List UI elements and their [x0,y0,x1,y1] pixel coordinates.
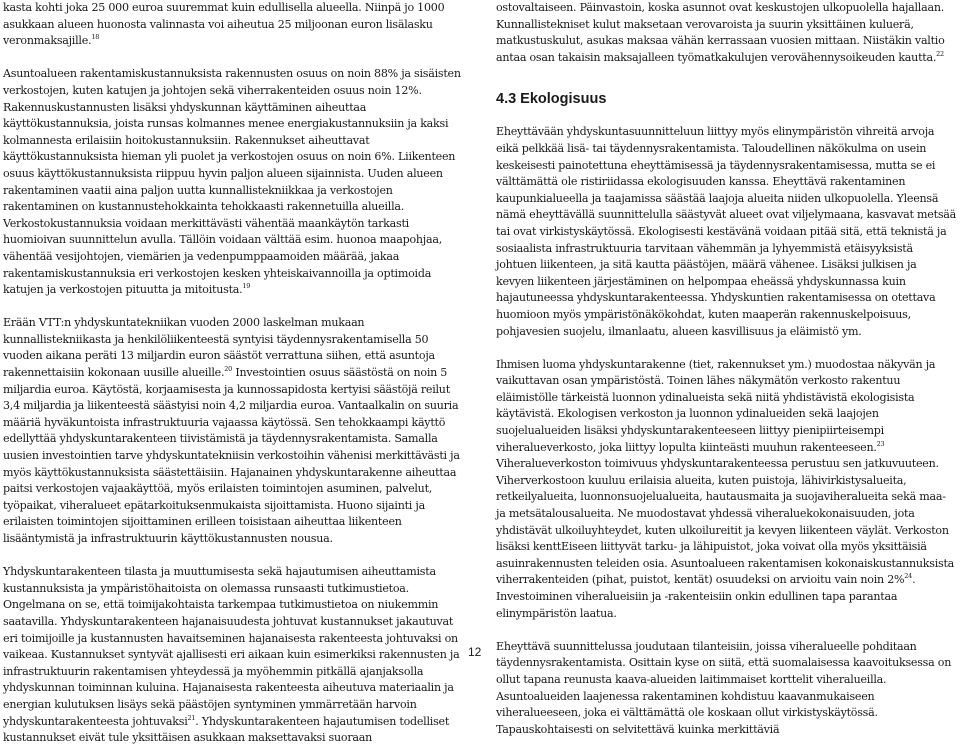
paragraph: Eheyttävään yhdyskuntasuunnitteluun liittyy myös elinympäristön vihreitä arvoja eikä pelkkää lisä- tai täydennysrakentamista. Taloudellinen näkökulma on usein keskeisesti painotettuna eheyttämisessä ja täydennysrakentamisessa, mutta se ei välttämättä ole ristiriidassa ekologisuuden kanssa. Eheyttävä rakentaminen kaupunkialueella ja taajamissa säästää laajoja alueita niiden ulkopuolella. Yleensä nämä eheyttävällä suunnittelulla säästyvät alueet ovat viljelymaana, kasvavat metsää tai ovat virkistyskäytössä. Ekologisesti kestävänä voidaan pitää sitä, että teknistä ja sosiaalista infrastruktuuria tarvitaan vähemmän ja lyhyemmistä etäisyyksistä johtuen liikenteen, ja sitä kautta päästöjen, määrä vähenee. Lisäksi julkisen ja kevyen liikenteen järjestäminen on helpompaa eheässä yhdyskunnassa kuin hajautuneessa yhdyskuntarakenteessa. Yhdyskuntien rakentamisessa on otettava huomioon myös ympäristönäkökohdat, kuten maaperän rakennuskelpoisuus, pohjavesien suojelu, ilmanlaatu, alueen kasvillisuus ja eläimistö ym. [496,125,956,338]
paragraph: Yhdyskuntarakenteen tilasta ja muuttumisesta sekä hajautumisen aiheuttamista kustannuksista ja ympäristöhaitoista on olemassa runsaasti tutkimustietoa. Ongelmana on se, että toimijakohtaista tarkempaa tutkimustietoa on niukemmin saatavilla. Yhdyskuntarakenteen hajanaisuudesta johtuvat kustannukset jakautuvat eri toimijoille ja kustannusten havaitseminen hajanaisesta rakenteesta johtuvaksi on vaikeaa. Kustannukset syntyvät ajallisesti eri aikaan kuin esimerkiksi rakennusten ja infrastruktuurin rakentamisen yhteydessä ja myöhemmin pitkällä ajanjaksolla yhdyskunnan toiminnan kuluina. Hajanaisesta rakenteesta aiheutuva materiaalin ja energian kulutuksen lisäys sekä päästöjen syntyminen ymmärretään harvoin yhdyskuntarakenteesta johtuvaksi$^{21}$. Yhdyskuntarakenteen hajautumisen todelliset kustannukset eivät tule yksittäisen asukkaan maksettavaksi suoraan [3,565,460,745]
left-column [3,0,465,747]
paragraph: Asuntoalueen rakentamiskustannuksista rakennusten osuus on noin 88% ja sisäisten verkostojen, kuten katujen ja johtojen sekä viherrakenteiden osuus noin 12%. Rakennuskustannusten lisäksi yhdyskunnan käyttäminen aiheuttaa käyttökustannuksia, joista runsas kolmannes menee energiakustannuksiin ja kaksi kolmannesta erilaisiin hoitokustannuksiin. Rakennukset aiheuttavat käyttökustannuksista hieman yli puolet ja verkostojen osuus on noin 6%. Liikenteen osuus käyttökustannuksista riippuu hyvin paljon alueen sijainnista. Uuden alueen rakentaminen vaatii aina paljon uutta kunnallistekniikkaa ja verkostojen rakentaminen on kustannustehokkainta tehokkaasti rakennetuilla alueilla. Verkostokustannuksia voidaan merkittävästi vähentää maankäytön tarkasti huomioivan suunnittelun avulla. Tällöin voidaan välttää esim. huonoa maapohjaa, vähentää vesijohtojen, viemärien ja vedenpumppaamoiden määrää, jakaa rakentamiskustannuksia eri verkostojen kesken yhteiskaivannoilla ja optimoida katujen ja verkostojen pituutta ja mitoitusta.$^{19}$ [3,67,461,297]
footnote-ref: 23 [876,439,885,448]
paragraph: Ihmisen luoma yhdyskuntarakenne (tiet, rakennukset ym.) muodostaa näkyvän ja vaikuttavan osan ympäristöstä. Toinen lähes näkymätön verkosto rakentuu eläimistölle tärkeistä luonnon ydinalueista sekä niitä yhdistävistä ekologisista käytävistä. Ekologisen verkoston ja luonnon ydinalueiden sekä laajojen suojelualueiden lisäksi yhdyskuntarakenteeseen liittyy pienipiirteisempi viheralueverkosto, joka liittyy lopulta kiinteästi muuhun rakenteeseen.$^{23}$ Viheralueverkoston toimivuus yhdyskuntarakenteessa perustuu sen jatkuvuuteen. Viherverkostoon kuuluu erilaisia alueita, kuten puistoja, lähivirkistysalueita, retkeilyalueita, luonnonsuojelualueita, hautausmaita ja suojaviheralueita sekä maa- ja metsätalousalueita. Ne muodostavat yhdessä viheraluekokonaisuuden, jota yhdistävät ulkoiluyhteydet, kuten ulkoilureitit ja kevyen liikenteen väylät. Verkoston lisäksi kenttEiseen liittyvät tarku- ja lähipuistot, joka voivat olla myös yksittäisiä asuinrakennusten teleiden osia. Asuntoalueen rakentamisen kokonaiskustannuksista viherrakenteiden (pihat, puistot, kentät) osuudeksi on arvioitu vain noin 2%$^{24}$. Investoiminen viheralueisiin ja -rakenteisiin onkin edullinen tapa parantaa elinympäristön laatua. [496,357,955,620]
footnote-ref: 18 [91,33,100,42]
paragraph: Erään VTT:n yhdyskuntatekniikan vuoden 2000 laskelman mukaan kunnallistekniikasta ja henkilöliikenteestä syntyisi täydennysrakentamisella 50 vuoden aikana peräti 13 miljardin euron säästöt verrattuna siihen, että asuntoja rakennettaisiin kokonaan uusille alueille.$^{20}$ Investointien osuus säästöstä on noin 5 miljardia euroa. Käytöstä, korjaamisesta ja kunnossapidosta kertyisi säästöjä reilut 3,4 miljardia ja liikenteestä säästyisi noin 4,2 miljardia euroa. Vantaalkalin on suuria määriä hyväkuntoista infrastruktuuria vajaassa käytössä. Sen tehokkaampi käyttö edellyttää yhdyskuntarakenteen tiivistämistä ja täydennysrakentamista. Samalla uusien investointien tarve yhdyskuntatekniisin verkostoihin vähenisi merkittävästi ja myös käyttökustannuksista säästettäisiin. Hajanainen yhdyskuntarakenne aiheuttaa paitsi verkostojen vajaakäyttöä, myös erilaisten toimintojen asuminen, palvelut, työpaikat, viheralueet epätarkoituksenmukaista sijoittamista. Huono sijainti ja erilaisten toimintojen sijoittaminen erilleen toisistaan aiheuttaa liikenteen lisääntymistä ja infrastruktuurin käyttökustannusten nousua. [3,316,460,545]
paragraph: ostovaltaiseen. Päinvastoin, koska asunnot ovat keskustojen ulkopuolella hajallaan. Kunnallistekniset kulut maksetaan verovaroista ja suurin yksittäinen kuluerä, matkustuskulut, asukas maksaa vähän kerrassaan vuosien mittaan. Niistäkin valtio antaa osan takaisin maksajalleen työmatkakulujen verovähennysoikeuden kautta.$^{22}$ [496,1,945,64]
right-column [496,0,956,738]
page-number: 12 [468,645,482,659]
footnote-ref: 19 [242,282,251,291]
footnote-ref: 20 [224,365,233,374]
footnote-ref: 22 [936,49,944,58]
paragraph: Eheyttävä suunnittelussa joudutaan tilanteisiin, joissa viheralueelle pohditaan täydennysrakentamista. Osittain kyse on siitä, että suomalaisessa kaavoituksessa on ollut tapana reunusta kaava-alueiden laitimmaiset korttelit viheralueilla. Asuntoalueiden laajenessa rakentaminen kohdistuu kaavanmukaiseen viheralueeseen, joka ei välttämättä ole koskaan ollut virkistyskäytössä. Tapauskohtaisesti on selvitettävä kuinka merkittäviä [496,639,952,736]
footnote-ref: 21 [187,713,196,722]
footnote-ref: 24 [904,572,913,581]
paragraph: kasta kohti joka 25 000 euroa suuremmat kuin edullisella alueella. Niinpä jo 1000 asukkaan alueen huonosta valinnasta voi aiheutua 25 miljoonan euron lisälasku veronmaksajille.$^{18}$ [3,1,445,48]
section-heading: 4.3 Ekologisuus [496,91,607,108]
